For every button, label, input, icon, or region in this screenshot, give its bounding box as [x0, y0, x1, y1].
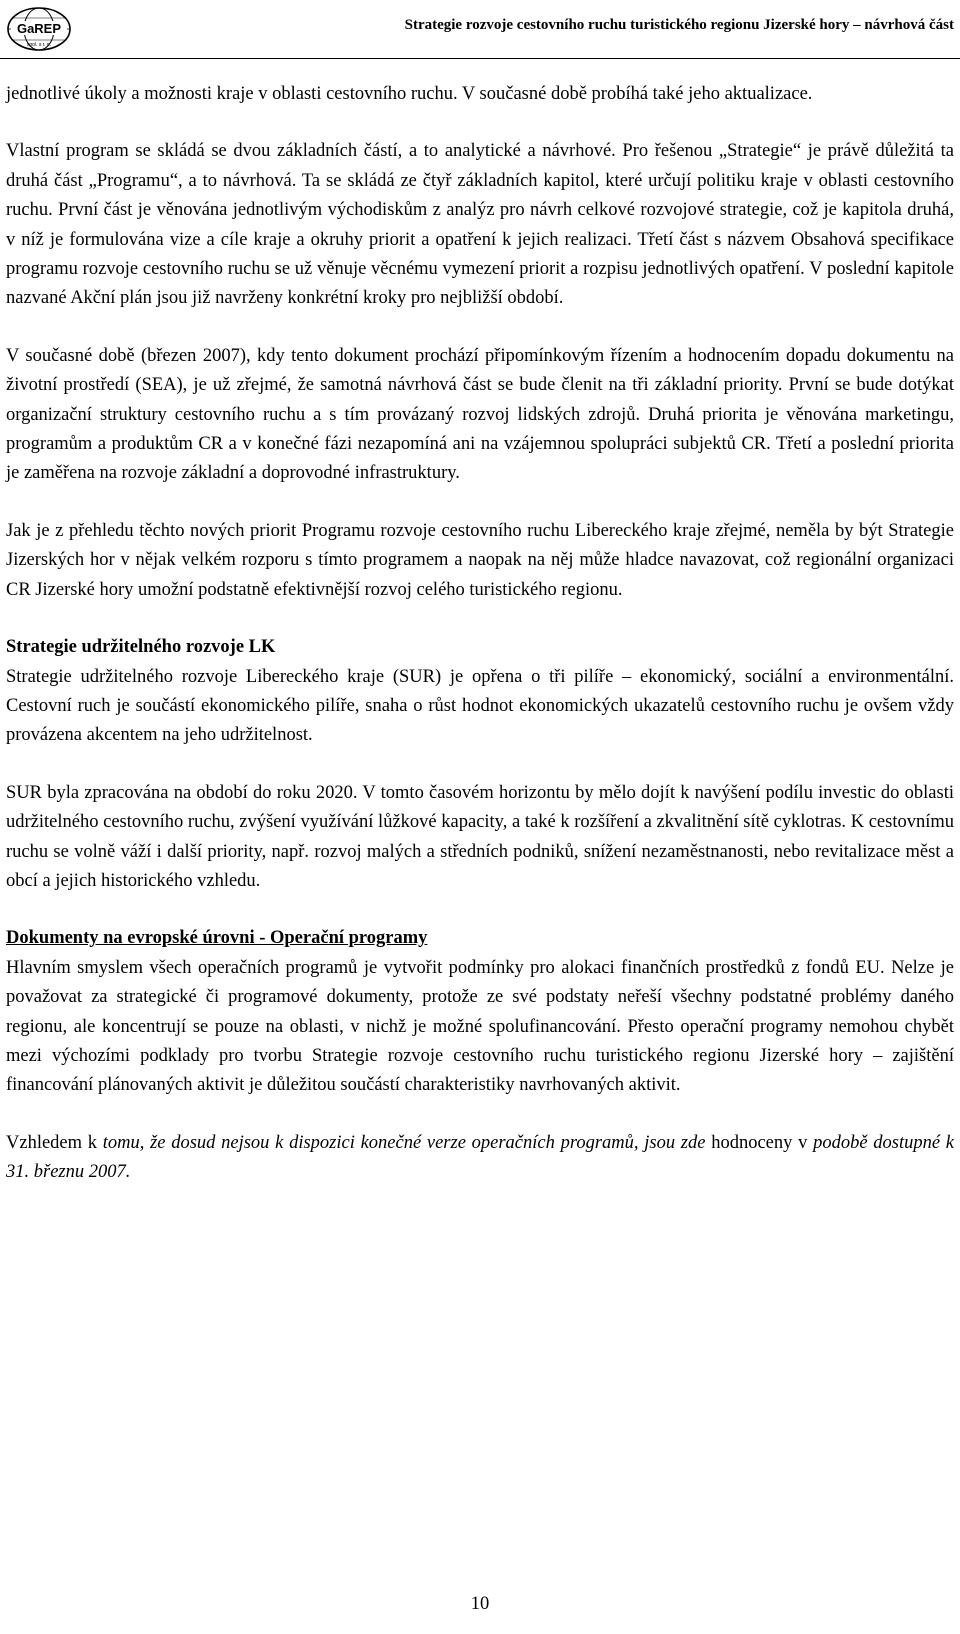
paragraph-8-italic-b: podobě dostupné k 31. březnu 2007. [6, 1132, 954, 1183]
paragraph-5: Strategie udržitelného rozvoje Libereckého kraje (SUR) je opřena o tři pilíře – ekonomický, sociální a environmentální. Cestovní ruch je součástí ekonomického pilíře, snaha o růst hodnot ekonomických ukazatelů cestovního ruchu je ovšem vždy provázena akcentem na jeho udržitelnost. [6, 666, 954, 746]
svg-text:spol. s r. o.: spol. s r. o. [26, 42, 52, 48]
paragraph-8 [6, 1129, 954, 1188]
page-number: 10 [470, 1594, 490, 1614]
document-body [6, 80, 954, 1188]
paragraph-4: Jak je z přehledu těchto nových priorit Programu rozvoje cestovního ruchu Libereckého kraje zřejmé, neměla by být Strategie Jizerských hor v nějak velkém rozporu s tímto programem a naopak na něj může hladce navazovat, což regionální organizaci CR Jizerské hory umožní podstatně efektivnější rozvoj celého turistického regionu. [6, 520, 954, 600]
section-heading-sur: Strategie udržitelného rozvoje LK [6, 637, 276, 658]
paragraph-8-text-a: Vzhledem k [6, 1132, 103, 1153]
paragraph-1: jednotlivé úkoly a možnosti kraje v oblasti cestovního ruchu. V současné době probíhá také jeho aktualizace. [6, 84, 813, 104]
paragraph-7: Hlavním smyslem všech operačních programů je vytvořit podmínky pro alokaci finančních prostředků z fondů EU. Nelze je považovat za strategické či programové dokumenty, protože ze své podstaty neřeší všechny podstatné problémy daného regionu, ale koncentrují se pouze na oblasti, v nichž je možné spolufinancování. Přesto operační programy nemohou chybět mezi výchozími podklady pro tvorbu Strategie rozvoje cestovního ruchu turistického regionu Jizerské hory – zajištění financování plánovaných aktivit je důležitou součástí charakteristiky navrhovaných aktivit. [6, 957, 954, 1096]
garep-logo [6, 6, 72, 52]
svg-text:GaREP: GaREP [16, 21, 62, 36]
paragraph-6: SUR byla zpracována na období do roku 2020. V tomto časovém horizontu by mělo dojít k navýšení podílu investic do oblasti udržitelného cestovního ruchu, zvýšení využívání lůžkové kapacity, a také k rozšíření a zkvalitnění sítě cyklotras. K cestovnímu ruchu se volně váží i další priority, např. rozvoj malých a středních podniků, snížení nezaměstnanosti, nebo revitalizace měst a obcí a jejich historického vzhledu. [6, 782, 954, 891]
paragraph-2: Vlastní program se skládá se dvou základních částí, a to analytické a návrhové. Pro řešenou „Strategie“ je právě důležitá ta druhá část „Programu“, a to návrhová. Ta se skládá ze čtyř základních kapitol, které určují politiku kraje v oblasti cestovního ruchu. První část je věnována jednotlivým východiskům z analýz pro návrh celkové rozvojové strategie, což je kapitola druhá, v níž je formulována vize a cíle kraje a okruhy priorit a opatření k jejich realizaci. Třetí část s názvem Obsahová specifikace programu rozvoje cestovního ruchu se už věnuje věcnému vymezení priorit a rozpisu jednotlivých opatření. V poslední kapitole nazvané Akční plán jsou již navrženy konkrétní kroky pro nejbližší období. [6, 141, 954, 309]
paragraph-3: V současné době (březen 2007), kdy tento dokument prochází připomínkovým řízením a hodnocením dopadu dokumentu na životní prostředí (SEA), je už zřejmé, že samotná návrhová část se bude členit na tři základní priority. První se bude dotýkat organizační struktury cestovního ruchu a s tím provázaný rozvoj lidských zdrojů. Druhá priorita je věnována marketingu, programům a produktům CR a v konečné fázi nezapomíná ani na vzájemnou spolupráci subjektů CR. Třetí a poslední priorita je zaměřena na rozvoje základní a doprovodné infrastruktury. [6, 345, 954, 484]
section-heading-eu-programs: Dokumenty na evropské úrovni - Operační programy [6, 928, 428, 949]
page-header [0, 0, 960, 62]
header-divider [0, 58, 960, 59]
paragraph-8-text-b: hodnoceny v [705, 1132, 814, 1153]
paragraph-8-italic-a: tomu, že dosud nejsou k dispozici konečné verze operačních programů, jsou zde [102, 1132, 706, 1153]
header-title: Strategie rozvoje cestovního ruchu turistického regionu Jizerské hory – návrhová část [404, 17, 954, 33]
